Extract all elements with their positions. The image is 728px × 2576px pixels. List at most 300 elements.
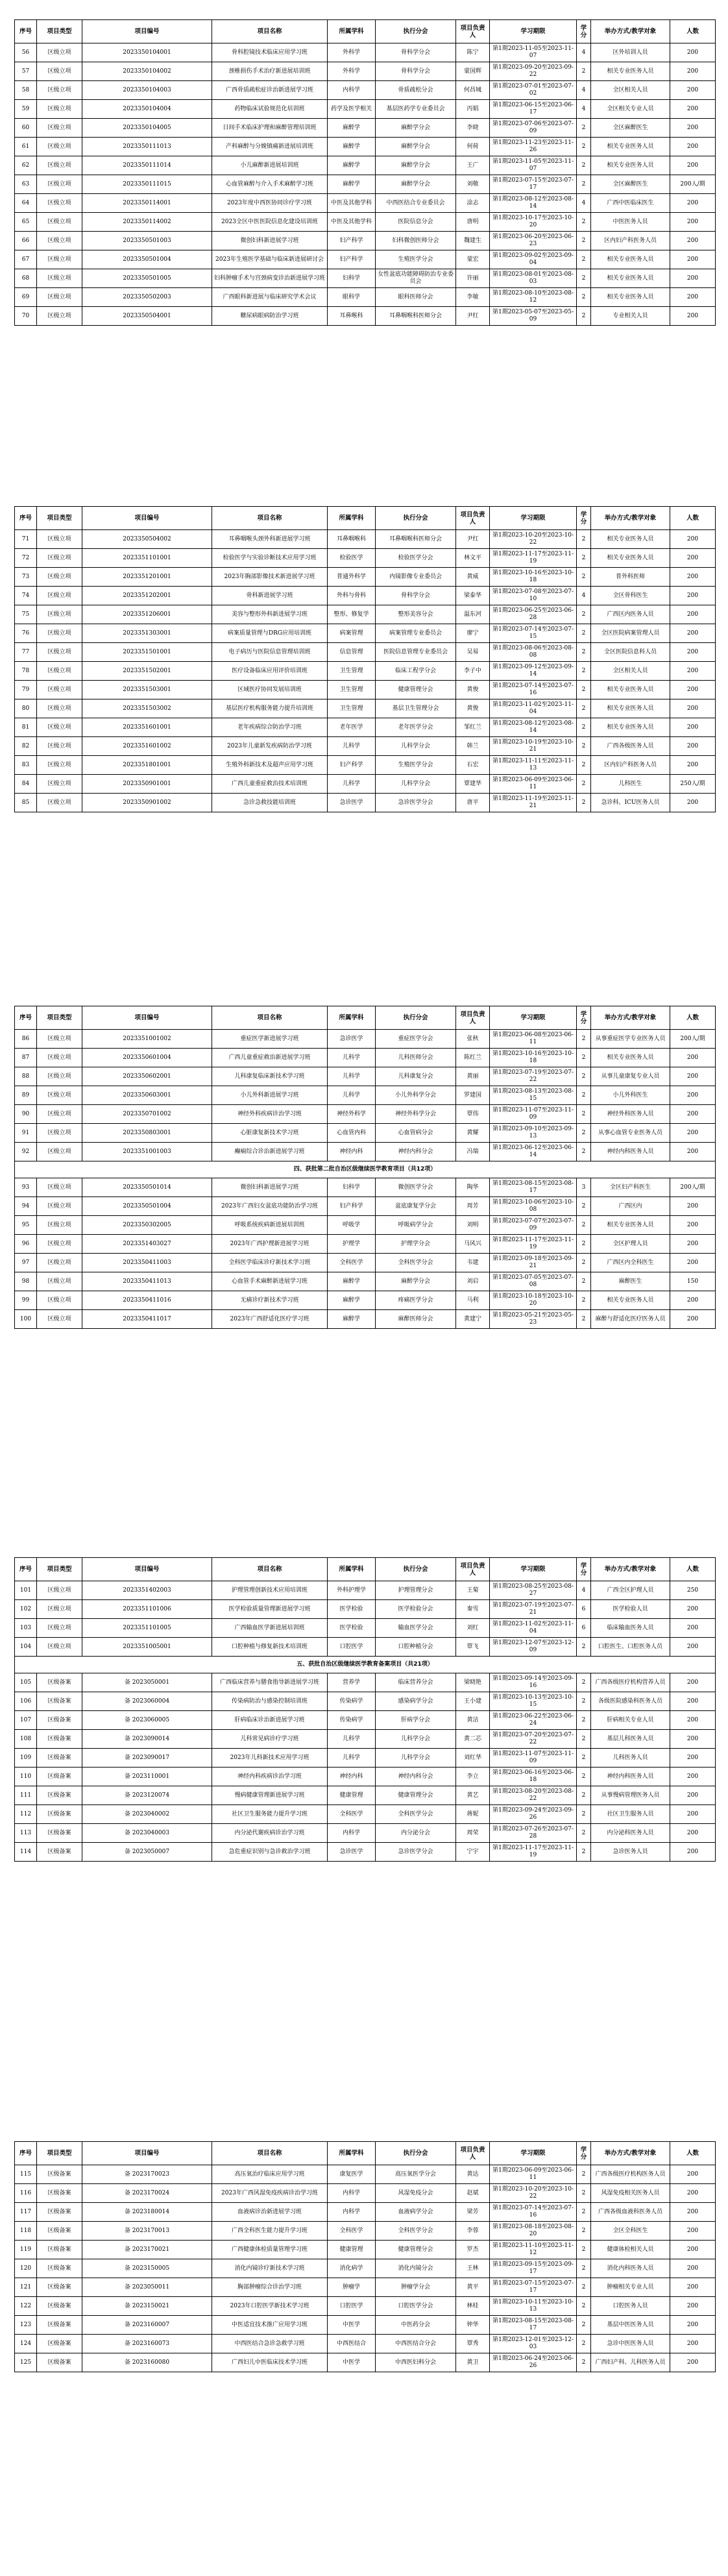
project-name: 2023年胸部影像技术新进展学习班 — [212, 568, 328, 587]
study-period: 第1期2023-07-07至2023-07-09 — [490, 1216, 577, 1235]
column-header: 举办方式/教学对象 — [591, 1558, 670, 1581]
project-name: 生殖外科新技术及超声应用学习班 — [212, 756, 328, 775]
column-header: 项目名称 — [212, 1558, 328, 1581]
table-row — [15, 1216, 716, 1235]
project-name: 骨科腔镜技术临床应用学习班 — [212, 43, 328, 62]
executing-branch: 口腔医学分会 — [376, 2297, 456, 2316]
study-period: 第1期2023-08-12至2023-08-14 — [490, 718, 577, 737]
row-number: 86 — [15, 1030, 37, 1049]
study-period: 第1期2023-06-15至2023-06-17 — [490, 100, 577, 119]
column-header: 项目名称 — [212, 507, 328, 530]
row-number: 73 — [15, 568, 37, 587]
teaching-target: 相关专业医务人员 — [591, 1216, 670, 1235]
executing-branch: 高压氧医学分会 — [376, 2165, 456, 2184]
attendee-count: 200 — [670, 2278, 716, 2297]
teaching-target: 急诊医务人员 — [591, 1843, 670, 1862]
attendee-count: 200 — [670, 2353, 716, 2372]
project-leader: 黄俊 — [456, 699, 490, 718]
credits: 2 — [577, 1291, 591, 1310]
column-header: 项目编号 — [82, 1558, 212, 1581]
project-type: 区级立项 — [37, 138, 82, 156]
row-number: 87 — [15, 1049, 37, 1067]
project-name: 心血管麻醉与介入手术麻醉学习班 — [212, 175, 328, 194]
study-period: 第1期2023-10-16至2023-10-18 — [490, 568, 577, 587]
row-number: 69 — [15, 288, 37, 307]
row-number: 96 — [15, 1235, 37, 1254]
study-period: 第1期2023-11-05至2023-11-07 — [490, 156, 577, 175]
attendee-count: 200 — [670, 737, 716, 756]
teaching-target: 全区骨科医生 — [591, 587, 670, 605]
project-name: 传染病防治与感染控制培训班 — [212, 1692, 328, 1711]
teaching-target: 全区麻醉医生 — [591, 119, 670, 138]
attendee-count: 200 — [670, 1086, 716, 1105]
row-number: 95 — [15, 1216, 37, 1235]
executing-branch: 基层卫生管理分会 — [376, 699, 456, 718]
credits: 2 — [577, 1272, 591, 1291]
table-row — [15, 119, 716, 138]
credits: 2 — [577, 1692, 591, 1711]
credits: 2 — [577, 138, 591, 156]
row-number: 104 — [15, 1638, 37, 1657]
table-header-row — [15, 1558, 716, 1581]
credits: 2 — [577, 2241, 591, 2259]
project-code: 备 2023160073 — [82, 2335, 212, 2353]
project-leader: 蒙宏 — [456, 250, 490, 269]
project-leader: 黄俊 — [456, 681, 490, 699]
teaching-target: 神经内科医务人员 — [591, 1143, 670, 1161]
executing-branch: 耳鼻咽喉科医师分会 — [376, 307, 456, 326]
project-code: 2023350501003 — [82, 232, 212, 250]
project-type: 区级备案 — [37, 1730, 82, 1749]
row-number: 111 — [15, 1786, 37, 1805]
executing-branch: 麻醉医师分会 — [376, 1310, 456, 1329]
teaching-target: 相关专业医务人员 — [591, 699, 670, 718]
table-row — [15, 1843, 716, 1862]
attendee-count: 200 — [670, 232, 716, 250]
row-number: 61 — [15, 138, 37, 156]
credits: 2 — [577, 1030, 591, 1049]
study-period: 第1期2023-08-18至2023-08-20 — [490, 2222, 577, 2241]
project-code: 备 2023050011 — [82, 2278, 212, 2297]
project-code: 2023350411013 — [82, 1272, 212, 1291]
executing-branch: 中西医结合分会 — [376, 2335, 456, 2353]
table-row — [15, 1730, 716, 1749]
project-leader: 吴易 — [456, 643, 490, 662]
project-table — [14, 506, 716, 812]
discipline: 检验医学 — [328, 549, 376, 568]
project-leader: 周荣 — [456, 1824, 490, 1843]
discipline: 儿科学 — [328, 1730, 376, 1749]
credits: 2 — [577, 2278, 591, 2297]
project-leader: 马风兴 — [456, 1235, 490, 1254]
row-number: 115 — [15, 2165, 37, 2184]
attendee-count: 200 — [670, 2297, 716, 2316]
study-period: 第1期2023-07-15至2023-07-17 — [490, 2278, 577, 2297]
table-page — [14, 2141, 715, 2372]
row-number: 84 — [15, 775, 37, 794]
row-number: 75 — [15, 605, 37, 624]
table-row — [15, 100, 716, 119]
attendee-count: 200人/期 — [670, 175, 716, 194]
column-header: 项目编号 — [82, 1006, 212, 1030]
credits: 2 — [577, 232, 591, 250]
row-number: 81 — [15, 718, 37, 737]
project-leader: 李子中 — [456, 662, 490, 681]
project-code: 2023350104003 — [82, 81, 212, 100]
teaching-target: 广西各级医疗机构营养人员 — [591, 1673, 670, 1692]
study-period: 第1期2023-07-08至2023-07-10 — [490, 587, 577, 605]
project-name: 2023年口腔医学新技术学习班 — [212, 2297, 328, 2316]
teaching-target: 广西全区护理人员 — [591, 1581, 670, 1600]
table-row — [15, 194, 716, 213]
project-name: 广西妇儿中医临床技术学习班 — [212, 2353, 328, 2372]
row-number: 100 — [15, 1310, 37, 1329]
discipline: 麻醉学 — [328, 1272, 376, 1291]
project-leader: 黄丽 — [456, 1067, 490, 1086]
table-row — [15, 1638, 716, 1657]
credits: 2 — [577, 643, 591, 662]
credits: 3 — [577, 1178, 591, 1197]
table-row — [15, 605, 716, 624]
row-number: 85 — [15, 794, 37, 812]
project-type: 区级备案 — [37, 2297, 82, 2316]
attendee-count: 200 — [670, 2203, 716, 2222]
row-number: 106 — [15, 1692, 37, 1711]
executing-branch: 健康管理分会 — [376, 2241, 456, 2259]
study-period: 第1期2023-11-05至2023-11-07 — [490, 43, 577, 62]
column-header: 学习期限 — [490, 20, 577, 43]
credits: 2 — [577, 1254, 591, 1272]
row-number: 64 — [15, 194, 37, 213]
project-type: 区级立项 — [37, 250, 82, 269]
attendee-count: 200 — [670, 605, 716, 624]
credits: 2 — [577, 1310, 591, 1329]
project-leader: 许丽 — [456, 269, 490, 288]
project-code: 备 2023120074 — [82, 1786, 212, 1805]
project-code: 备 2023170013 — [82, 2222, 212, 2241]
attendee-count: 200 — [670, 194, 716, 213]
project-leader: 黄威 — [456, 568, 490, 587]
project-name: 神经内科疾病诊治学习班 — [212, 1768, 328, 1786]
row-number: 117 — [15, 2203, 37, 2222]
attendee-count: 200 — [670, 100, 716, 119]
attendee-count: 200 — [670, 1216, 716, 1235]
attendee-count: 200 — [670, 1197, 716, 1216]
project-code: 备 2023110001 — [82, 1768, 212, 1786]
row-number: 114 — [15, 1843, 37, 1862]
project-type: 区级备案 — [37, 1711, 82, 1730]
attendee-count: 200 — [670, 1843, 716, 1862]
teaching-target: 全区全科医生 — [591, 2222, 670, 2241]
project-code: 2023350602001 — [82, 1067, 212, 1086]
executing-branch: 肝病学分会 — [376, 1711, 456, 1730]
project-code: 2023351501001 — [82, 643, 212, 662]
discipline: 病案管理 — [328, 624, 376, 643]
discipline: 健康管理 — [328, 2241, 376, 2259]
teaching-target: 麻醉与舒适化医疗医务人员 — [591, 1310, 670, 1329]
project-name: 日间手术临床护理和麻醉管理培训班 — [212, 119, 328, 138]
study-period: 第1期2023-12-07至2023-12-09 — [490, 1638, 577, 1657]
discipline: 神经内科 — [328, 1143, 376, 1161]
project-leader: 邹红兰 — [456, 718, 490, 737]
discipline: 传染病学 — [328, 1711, 376, 1730]
discipline: 卫生管理 — [328, 662, 376, 681]
section-heading-row — [15, 1657, 716, 1673]
project-type: 区级立项 — [37, 1619, 82, 1638]
project-code: 2023351201001 — [82, 568, 212, 587]
attendee-count: 200 — [670, 250, 716, 269]
column-header: 执行分会 — [376, 20, 456, 43]
executing-branch: 麻醉学分会 — [376, 156, 456, 175]
project-code: 2023350104005 — [82, 119, 212, 138]
project-leader: 尹红 — [456, 530, 490, 549]
discipline: 儿科学 — [328, 1086, 376, 1105]
study-period: 第1期2023-08-15至2023-08-17 — [490, 1178, 577, 1197]
project-leader: 林文平 — [456, 549, 490, 568]
project-code: 备 2023050007 — [82, 1843, 212, 1862]
project-code: 2023350504002 — [82, 530, 212, 549]
project-code: 2023351206001 — [82, 605, 212, 624]
project-code: 2023350901002 — [82, 794, 212, 812]
discipline: 眼科学 — [328, 288, 376, 307]
discipline: 口腔医学 — [328, 1638, 376, 1657]
row-number: 59 — [15, 100, 37, 119]
table-row — [15, 1768, 716, 1786]
row-number: 110 — [15, 1768, 37, 1786]
executing-branch: 医院信息分会 — [376, 213, 456, 232]
study-period: 第1期2023-09-20至2023-09-22 — [490, 62, 577, 81]
discipline: 外科护理学 — [328, 1581, 376, 1600]
project-name: 广西儿童重症救治新进展学习班 — [212, 1049, 328, 1067]
table-row — [15, 1310, 716, 1329]
table-row — [15, 138, 716, 156]
teaching-target: 全区妇产科医生 — [591, 1178, 670, 1197]
teaching-target: 从事儿童康复专业人员 — [591, 1067, 670, 1086]
project-leader: 黄二芯 — [456, 1730, 490, 1749]
project-type: 区级立项 — [37, 794, 82, 812]
column-header: 项目负责人 — [456, 507, 490, 530]
teaching-target: 广西中医临床医生 — [591, 194, 670, 213]
credits: 2 — [577, 2297, 591, 2316]
attendee-count: 200 — [670, 1711, 716, 1730]
project-code: 2023351402003 — [82, 1581, 212, 1600]
study-period: 第1期2023-11-07至2023-11-09 — [490, 1105, 577, 1124]
executing-branch: 麻醉学分会 — [376, 119, 456, 138]
project-type: 区级备案 — [37, 1824, 82, 1843]
column-header: 学习期限 — [490, 1006, 577, 1030]
project-name: 癫痫综合诊治新进展学习班 — [212, 1143, 328, 1161]
credits: 2 — [577, 2203, 591, 2222]
attendee-count: 200 — [670, 2335, 716, 2353]
project-type: 区级立项 — [37, 718, 82, 737]
column-header: 所属学科 — [328, 2142, 376, 2165]
project-leader: 何荷 — [456, 138, 490, 156]
study-period: 第1期2023-09-14至2023-09-16 — [490, 1673, 577, 1692]
project-leader: 韩兰 — [456, 737, 490, 756]
study-period: 第1期2023-11-17至2023-11-19 — [490, 1843, 577, 1862]
executing-branch: 骨科学分会 — [376, 587, 456, 605]
project-code: 2023351502001 — [82, 662, 212, 681]
discipline: 外科与骨科 — [328, 587, 376, 605]
executing-branch: 血液病学分会 — [376, 2203, 456, 2222]
discipline: 耳鼻喉科 — [328, 307, 376, 326]
project-name: 心脏康复新技术学习班 — [212, 1124, 328, 1143]
credits: 6 — [577, 1619, 591, 1638]
column-header: 人数 — [670, 20, 716, 43]
project-name: 2023年广西风湿免疫疾病诊治学习班 — [212, 2184, 328, 2203]
project-type: 区级立项 — [37, 1600, 82, 1619]
discipline: 外科学 — [328, 43, 376, 62]
project-name: 2023年广西舒适化医疗学习班 — [212, 1310, 328, 1329]
project-type: 区级立项 — [37, 662, 82, 681]
teaching-target: 全区相关人员 — [591, 662, 670, 681]
credits: 2 — [577, 1711, 591, 1730]
executing-branch: 神经内科分会 — [376, 1768, 456, 1786]
row-number: 122 — [15, 2297, 37, 2316]
teaching-target: 小儿外科医生 — [591, 1086, 670, 1105]
discipline: 医学检验 — [328, 1600, 376, 1619]
teaching-target: 专业相关人员 — [591, 307, 670, 326]
study-period: 第1期2023-07-26至2023-07-28 — [490, 1824, 577, 1843]
project-type: 区级立项 — [37, 213, 82, 232]
discipline: 麻醉学 — [328, 175, 376, 194]
table-row — [15, 587, 716, 605]
project-leader: 覃飞 — [456, 1638, 490, 1657]
table-row — [15, 699, 716, 718]
project-type: 区级立项 — [37, 1086, 82, 1105]
project-type: 区级备案 — [37, 2222, 82, 2241]
column-header: 序号 — [15, 507, 37, 530]
teaching-target: 全区麻醉医生 — [591, 175, 670, 194]
project-type: 区级备案 — [37, 2165, 82, 2184]
project-type: 区级备案 — [37, 1692, 82, 1711]
study-period: 第1期2023-07-14至2023-07-16 — [490, 681, 577, 699]
credits: 2 — [577, 1067, 591, 1086]
study-period: 第1期2023-08-13至2023-08-15 — [490, 1086, 577, 1105]
project-name: 微创妇科新进展学习班 — [212, 232, 328, 250]
teaching-target: 相关专业医务人员 — [591, 250, 670, 269]
teaching-target: 消化内科医务人员 — [591, 2259, 670, 2278]
teaching-target: 全区医院病案管理人员 — [591, 624, 670, 643]
project-type: 区级立项 — [37, 1254, 82, 1272]
study-period: 第1期2023-10-20至2023-10-22 — [490, 530, 577, 549]
executing-branch: 儿科学分会 — [376, 1749, 456, 1768]
row-number: 58 — [15, 81, 37, 100]
executing-branch: 健康管理分会 — [376, 681, 456, 699]
project-code: 备 2023160080 — [82, 2353, 212, 2372]
executing-branch: 麻醉学分会 — [376, 175, 456, 194]
table-row — [15, 232, 716, 250]
credits: 2 — [577, 681, 591, 699]
study-period: 第1期2023-08-01至2023-08-03 — [490, 269, 577, 288]
discipline: 心血管内科 — [328, 1124, 376, 1143]
row-number: 65 — [15, 213, 37, 232]
project-leader: 梁晓艳 — [456, 1673, 490, 1692]
executing-branch: 健康管理分会 — [376, 1786, 456, 1805]
study-period: 第1期2023-07-19至2023-07-22 — [490, 1067, 577, 1086]
project-type: 区级立项 — [37, 643, 82, 662]
project-leader: 刘红华 — [456, 1749, 490, 1768]
table-row — [15, 643, 716, 662]
credits: 2 — [577, 1824, 591, 1843]
study-period: 第1期2023-09-02至2023-09-04 — [490, 250, 577, 269]
attendee-count: 200 — [670, 699, 716, 718]
project-type: 区级立项 — [37, 288, 82, 307]
project-type: 区级立项 — [37, 175, 82, 194]
project-code: 2023350501004 — [82, 250, 212, 269]
table-row — [15, 2259, 716, 2278]
table-row — [15, 81, 716, 100]
project-type: 区级立项 — [37, 699, 82, 718]
project-code: 2023350803001 — [82, 1124, 212, 1143]
project-leader: 唐明 — [456, 213, 490, 232]
project-code: 2023351101006 — [82, 1600, 212, 1619]
row-number: 83 — [15, 756, 37, 775]
column-header: 项目名称 — [212, 20, 328, 43]
project-code: 备 2023050001 — [82, 1673, 212, 1692]
credits: 2 — [577, 2165, 591, 2184]
column-header: 执行分会 — [376, 2142, 456, 2165]
attendee-count: 200 — [670, 681, 716, 699]
attendee-count: 200 — [670, 1124, 716, 1143]
project-code: 2023350111013 — [82, 138, 212, 156]
discipline: 老年医学 — [328, 718, 376, 737]
discipline: 麻醉学 — [328, 156, 376, 175]
executing-branch: 全科医学分会 — [376, 2222, 456, 2241]
credits: 2 — [577, 2335, 591, 2353]
study-period: 第1期2023-06-22至2023-06-24 — [490, 1711, 577, 1730]
discipline: 整形、修复学 — [328, 605, 376, 624]
attendee-count: 200 — [670, 794, 716, 812]
credits: 6 — [577, 1600, 591, 1619]
executing-branch: 骨质疏松分会 — [376, 81, 456, 100]
section-heading-row — [15, 1161, 716, 1178]
project-name: 广西健康体检质量管理学习班 — [212, 2241, 328, 2259]
project-code: 2023350411016 — [82, 1291, 212, 1310]
executing-branch: 医院信息管理专业委员会 — [376, 643, 456, 662]
attendee-count: 200 — [670, 288, 716, 307]
row-number: 56 — [15, 43, 37, 62]
study-period: 第1期2023-08-12至2023-08-14 — [490, 194, 577, 213]
project-name: 小儿麻醉新进展培训班 — [212, 156, 328, 175]
attendee-count: 200 — [670, 81, 716, 100]
teaching-target: 区外培训人员 — [591, 43, 670, 62]
project-code: 2023351601002 — [82, 737, 212, 756]
project-type: 区级备案 — [37, 2184, 82, 2203]
project-code: 2023351503001 — [82, 681, 212, 699]
project-code: 备 2023160007 — [82, 2316, 212, 2335]
table-row — [15, 2203, 716, 2222]
row-number: 109 — [15, 1749, 37, 1768]
attendee-count: 200 — [670, 1805, 716, 1824]
column-header: 学习期限 — [490, 507, 577, 530]
credits: 2 — [577, 605, 591, 624]
project-name: 高压氧治疗临床应用学习班 — [212, 2165, 328, 2184]
project-code: 2023351503002 — [82, 699, 212, 718]
project-leader: 蒋妮 — [456, 1805, 490, 1824]
project-name: 重症医学新进展学习班 — [212, 1030, 328, 1049]
project-code: 备 2023090014 — [82, 1730, 212, 1749]
executing-branch: 儿科学分会 — [376, 1730, 456, 1749]
project-type: 区级立项 — [37, 194, 82, 213]
study-period: 第1期2023-08-20至2023-08-22 — [490, 1786, 577, 1805]
study-period: 第1期2023-09-24至2023-09-26 — [490, 1805, 577, 1824]
table-row — [15, 2184, 716, 2203]
project-leader: 罗建国 — [456, 1086, 490, 1105]
study-period: 第1期2023-07-06至2023-07-09 — [490, 119, 577, 138]
credits: 2 — [577, 1638, 591, 1657]
column-header: 举办方式/教学对象 — [591, 1006, 670, 1030]
